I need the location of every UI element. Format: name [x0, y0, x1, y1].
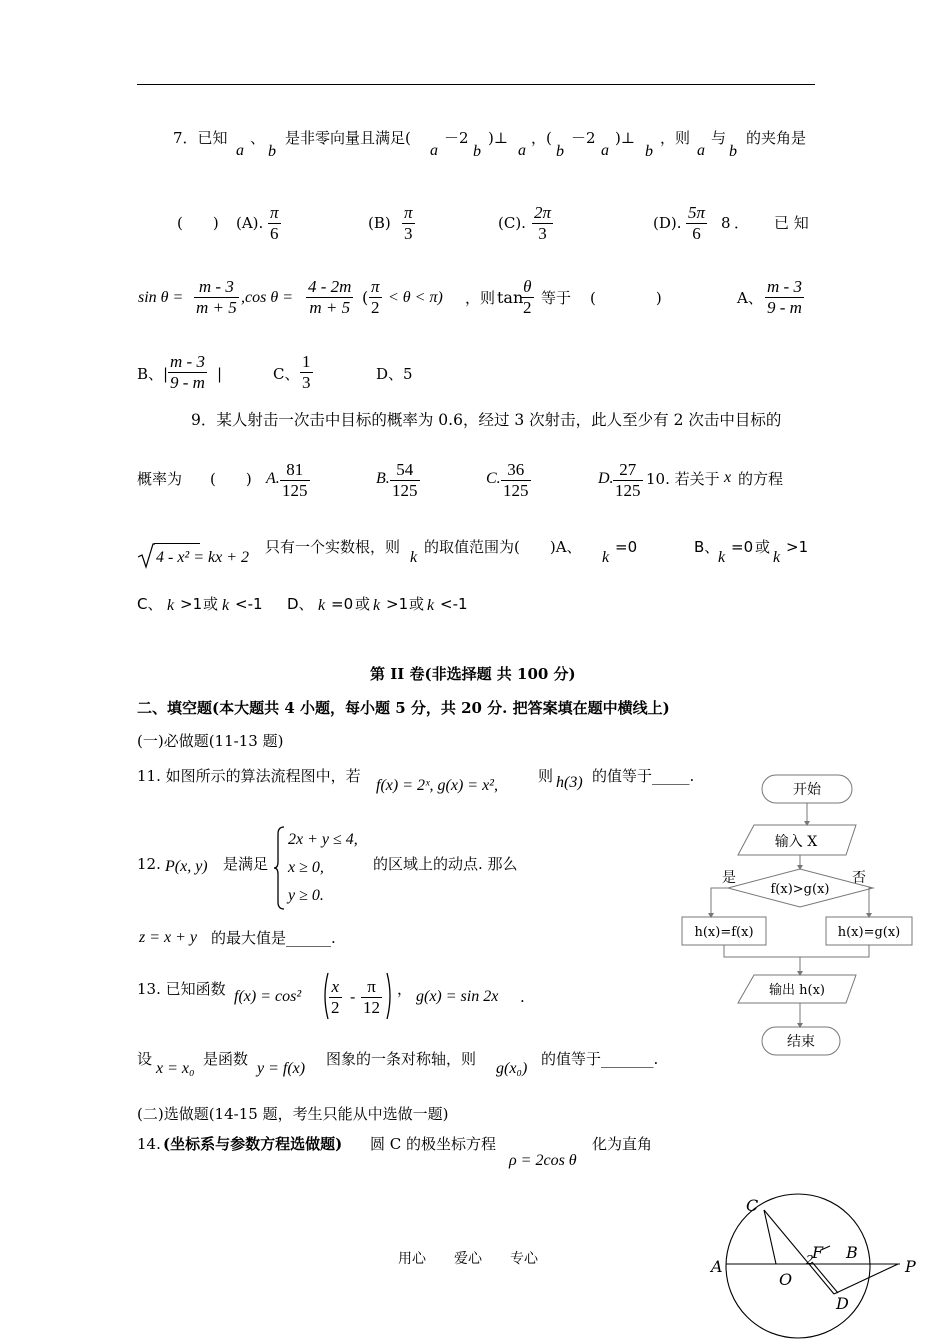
flow-right-box: h(x)=g(x) [837, 925, 901, 940]
q13-rparen-icon [386, 972, 394, 1020]
q10-k5: k [167, 597, 175, 614]
q7-opt-b-num: π [404, 203, 413, 222]
q7-perp2: )⊥ [615, 129, 635, 147]
q13-text2: 图象的一条对称轴，则 [326, 1050, 477, 1068]
q7-opt-c-label: (C). [498, 214, 526, 232]
q14-prefix: 14. [137, 1135, 161, 1153]
q7-opt-a-den: 6 [268, 223, 281, 244]
q8-sin: sin θ = [138, 289, 184, 306]
q13-minus: - [350, 987, 356, 1006]
q10-a-eq0: =0 [615, 538, 638, 556]
q8-paren: ( ) [590, 289, 662, 307]
q8-opt-b-num: m - 3 [170, 352, 205, 371]
geom-label-a: A [711, 1257, 723, 1276]
q13-text1: 是函数 [203, 1050, 249, 1068]
q10-k4: k [773, 549, 781, 566]
q7-vec-b2: b [473, 143, 481, 160]
q8-num: 8 [721, 214, 731, 232]
q8-opt-c-num: 1 [302, 352, 311, 371]
q9-line1: 9．某人射击一次击中目标的概率为 0.6，经过 3 次射击，此人至少有 2 次击中目标的 [191, 411, 782, 429]
geom-label-p: P [905, 1257, 916, 1276]
q13-xx0: x = x₀ [156, 1060, 195, 1077]
geom-label-f: F [812, 1243, 824, 1262]
q8-theta-frac [521, 277, 534, 318]
q10-root: 4 - x² = kx + 2 [156, 549, 250, 566]
q12-point: P(x, y) [165, 858, 208, 875]
q12-c3: y ≥ 0. [288, 887, 324, 904]
q11-suffix: 的值等于_____. [592, 767, 695, 785]
q8-opt-a: A、 [737, 289, 763, 307]
q7-opt-c-num: 2π [534, 203, 552, 222]
q8-opt-c-den: 3 [302, 373, 311, 392]
q7-minus2b: －2 [571, 129, 596, 147]
q7-vec-b: b [268, 143, 276, 160]
q7-opt-c-den: 3 [532, 223, 553, 244]
flow-input: 输入 X [774, 834, 818, 850]
q12-c1: 2x + y ≤ 4, [288, 831, 358, 848]
q8-dot: ． [734, 214, 750, 232]
q7-vec-a5: a [697, 142, 705, 159]
flow-yes: 是 [722, 870, 736, 886]
q13-lparen-icon [321, 972, 329, 1020]
q7-opt-d-num: 5π [688, 203, 706, 222]
q13-pi-den: 12 [363, 998, 380, 1017]
part2-required: (一)必做题(11-13 题) [137, 732, 284, 750]
q13-y: y = f(x) [257, 1060, 306, 1077]
q10-text1: 只有一个实数根，则 [265, 538, 401, 556]
q10-c: C、 [137, 595, 163, 613]
q13-pi-frac [361, 977, 382, 1018]
q9-b: B. [376, 470, 390, 487]
q7-prefix: 7．已知 [173, 129, 228, 147]
part2-optional: (二)选做题(14-15 题，考生只能从中选做一题) [137, 1105, 449, 1123]
q13-pi-num: π [367, 977, 376, 996]
q12-text2: 的区域上的动点. 那么 [373, 855, 518, 873]
q13-prefix: 13. 已知函数 [137, 980, 226, 998]
q8-then: ，则 [465, 289, 496, 307]
q9-a-den: 125 [282, 481, 308, 500]
q14-text: 圆 C 的极坐标方程 [370, 1135, 497, 1153]
q14-tag: (坐标系与参数方程选做题) [163, 1135, 343, 1153]
q8-open: ( [362, 288, 369, 307]
q10-text2: 的取值范围为( )A、 [424, 538, 582, 556]
q9-b-num: 54 [396, 460, 414, 479]
q10-d: D、 [287, 595, 314, 613]
q13-x-den: 2 [331, 998, 340, 1017]
q11-prefix: 11. 如图所示的算法流程图中，若 [137, 767, 361, 785]
q7-opt-c-frac [532, 203, 553, 244]
q14-suffix: 化为直角 [592, 1135, 653, 1153]
q10-d-or2: 或 [409, 595, 425, 613]
algorithm-flowchart [670, 765, 920, 1065]
q7-opt-d-label: (D). [653, 214, 682, 232]
q8-frac2-num: 4 - 2m [308, 277, 352, 296]
q7-opt-a-frac [268, 203, 281, 244]
q9-c-frac [501, 460, 531, 501]
q8-opt-b: B、| [137, 365, 169, 383]
q8-frac1 [194, 277, 239, 318]
q8-opt-a-num: m - 3 [767, 277, 802, 296]
q8-frac2-den: m + 5 [306, 297, 353, 318]
q7-vec-a3: a [518, 142, 526, 159]
q7-with: 与 [711, 129, 727, 147]
header-rule [137, 84, 815, 85]
q12-c2: x ≥ 0, [288, 859, 324, 876]
q8-equals: 等于 [541, 289, 572, 307]
q7-paren: ( ) [177, 214, 219, 232]
q7-opt-a-num: π [270, 203, 279, 222]
q7-perp: )⊥ [488, 129, 508, 147]
q10-x: x [724, 469, 732, 486]
q9-line2: 概率为 [137, 470, 183, 488]
q7-vec-b4: b [645, 143, 653, 160]
q13-comma: ， [397, 980, 413, 998]
q8-theta-num: θ [523, 277, 532, 296]
q10-b-or: 或 [755, 538, 771, 556]
q8-opt-d: D、5 [376, 365, 413, 383]
q10-sqrt-bar [154, 543, 200, 544]
q10-b-eq0: =0 [731, 538, 754, 556]
q7-sep: 、 [250, 129, 266, 147]
flow-no: 否 [852, 870, 866, 886]
flow-condition: f(x)>g(x) [770, 882, 830, 897]
q9-c: C. [486, 470, 501, 487]
q10-c-or: 或 [203, 595, 219, 613]
q8-opt-a-frac [765, 277, 804, 318]
q8-opt-b-end: | [217, 365, 223, 383]
q9-d: D. [598, 470, 614, 487]
q7-opt-a-label: (A). [236, 214, 264, 232]
q13-gx0: g(x₀) [496, 1060, 528, 1077]
q9-a: A. [266, 470, 280, 487]
q8-opt-b-den: 9 - m [170, 373, 205, 392]
q10-k9: k [427, 597, 435, 614]
q8-opt-c-frac [300, 352, 313, 393]
part2-section-heading: 二、填空题(本大题共 4 小题，每小题 5 分，共 20 分. 把答案填在题中横线上) [137, 699, 670, 717]
q10-suffix: 的方程 [738, 470, 784, 488]
q7-vec-a2: a [430, 142, 438, 159]
q7-vec-a: a [236, 142, 244, 159]
q8-frac1-den: m + 5 [196, 298, 237, 317]
q7-then: ，则 [660, 129, 691, 147]
q10-b: B、 [694, 538, 720, 556]
q7-opt-b-frac [402, 203, 415, 244]
q7-minus2: －2 [444, 129, 469, 147]
q8-pi-num: π [371, 277, 380, 296]
q8-frac1-num: m - 3 [198, 277, 234, 296]
q10-k2: k [602, 549, 610, 566]
geom-label-2: 2 [806, 1253, 814, 1267]
q7-opt-d-den: 6 [686, 223, 707, 244]
q8-pi-frac [369, 277, 382, 318]
q7-text1: 是非零向量且满足( [285, 129, 411, 147]
flow-left-box: h(x)=f(x) [694, 925, 754, 940]
q7-vec-b5: b [729, 143, 737, 160]
q10-k1: k [410, 549, 418, 566]
q10-d-or1: 或 [355, 595, 371, 613]
q9-b-den: 125 [392, 481, 418, 500]
q14-formula: ρ = 2cos θ [509, 1152, 577, 1169]
q13-text3: 的值等于_______. [541, 1050, 659, 1068]
q8-theta-den: 2 [523, 298, 532, 317]
q9-a-num: 81 [286, 460, 304, 479]
flow-output: 输出 h(x) [769, 983, 825, 998]
q13-f: f(x) = cos² [234, 988, 302, 1005]
q10-b-gt1: >1 [786, 538, 809, 556]
q8-frac2 [306, 277, 353, 318]
q9-d-den: 125 [615, 481, 641, 500]
q9-c-den: 125 [503, 481, 529, 500]
q7-opt-d-frac [686, 203, 707, 244]
q7-opt-b-den: 3 [402, 223, 415, 244]
q10-d-eq0: =0 [331, 595, 354, 613]
q9-d-num: 27 [619, 460, 637, 479]
q8-pi-den: 2 [369, 297, 382, 318]
geom-label-c: C [746, 1196, 759, 1215]
q7-angle: 的夹角是 [746, 129, 807, 147]
q12-z: z = x + y [139, 929, 198, 946]
q8-opt-b-frac [168, 352, 207, 393]
q10-k6: k [222, 597, 230, 614]
q7-vec-a4: a [601, 142, 609, 159]
q10-d-ltm1: <-1 [440, 595, 468, 613]
q12-brace-icon [273, 826, 285, 910]
q8-opt-a-den: 9 - m [767, 298, 802, 317]
q13-x-frac [329, 977, 342, 1018]
q10-k8: k [373, 597, 381, 614]
q7-vec-b3: b [556, 143, 564, 160]
q11-h3: h(3) [556, 774, 583, 791]
q13-dot: . [520, 988, 525, 1006]
q8-range: < θ < π) [388, 289, 443, 306]
q13-g: g(x) = sin 2x [416, 988, 499, 1005]
flow-start: 开始 [793, 782, 821, 798]
q10-sqrt-icon [137, 543, 155, 569]
part2-title: 第 II 卷(非选择题 共 100 分) [370, 665, 576, 683]
q10-k7: k [318, 597, 326, 614]
q10-prefix: 10. 若关于 [646, 470, 720, 488]
q7-comma-open: ，( [531, 129, 552, 147]
q12-text3: 的最大值是______. [211, 929, 336, 947]
q13-x-num: x [331, 977, 340, 996]
page-footer: 用心 爱心 专心 [398, 1251, 538, 1267]
q12-prefix: 12. [137, 855, 161, 873]
circle-geometry-figure [700, 1190, 930, 1344]
q8-cos: ,cos θ = [241, 289, 293, 306]
flow-end: 结束 [787, 1034, 815, 1050]
q9-b-frac [390, 460, 420, 501]
q9-a-frac [280, 460, 310, 501]
q13-let: 设 [137, 1050, 153, 1068]
q11-formula: f(x) = 2ˣ, g(x) = x², [376, 777, 498, 794]
q8-known: 已 知 [774, 214, 809, 232]
q9-c-num: 36 [507, 460, 525, 479]
geom-label-b: B [846, 1243, 858, 1262]
q10-c-ltm1: <-1 [235, 595, 263, 613]
q12-text: 是满足 [223, 855, 269, 873]
geom-label-d: D [836, 1294, 849, 1313]
q10-c-gt1: >1 [180, 595, 203, 613]
q9-paren: ( ) [210, 470, 252, 488]
q9-d-frac [613, 460, 643, 501]
geom-label-o: O [779, 1270, 793, 1289]
q11-then: 则 [538, 767, 554, 785]
q7-opt-b-label: (B) [368, 214, 391, 232]
q8-opt-c: C、 [273, 365, 300, 383]
q10-d-gt1: >1 [386, 595, 409, 613]
q8-tan: tan [497, 288, 524, 307]
q10-k3: k [718, 549, 726, 566]
